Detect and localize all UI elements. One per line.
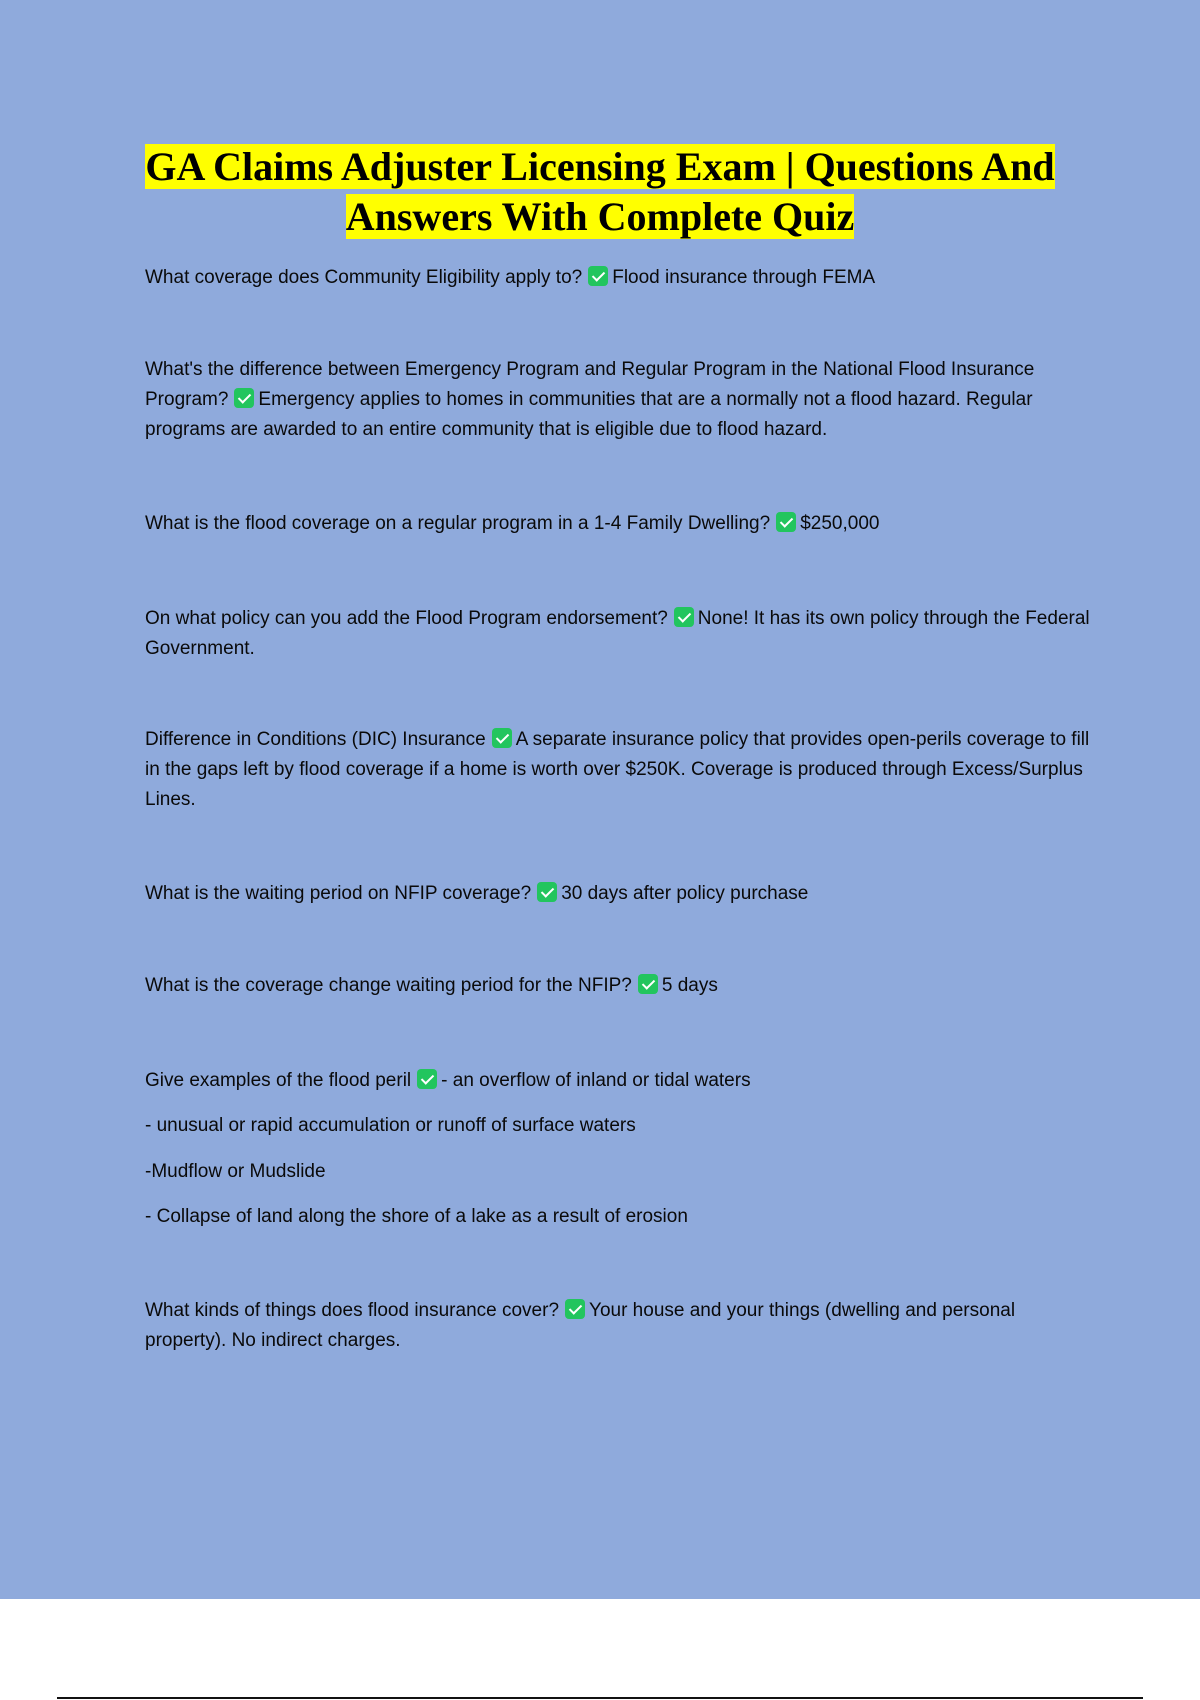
question-text: What is the flood coverage on a regular program in a 1-4 Family Dwelling? [145,513,771,534]
question-text: What coverage does Community Eligibility apply to? [145,267,583,288]
qa-item-6 [145,879,1095,909]
title-line-1: GA Claims Adjuster Licensing Exam | Questions And [145,144,1055,189]
answer-list-item: - Collapse of land along the shore of a lake as a result of erosion [145,1206,688,1227]
answer-text: None! It has its own policy through the Federal Government. [145,608,1090,659]
answer-text: A separate insurance policy that provides open-perils coverage to fill in the gaps left by flood coverage if a home is worth over $250K. Coverage is produced through Excess/Surplus Lines. [145,729,1090,810]
question-text: Difference in Conditions (DIC) Insurance [145,729,486,750]
check-mark-icon [565,1299,585,1319]
title-line-2: Answers With Complete Quiz [345,194,855,239]
footer-divider [57,1697,1143,1699]
check-mark-icon [234,388,254,408]
answer-text: 30 days after policy purchase [561,883,809,904]
check-mark-icon [638,974,658,994]
qa-item-1 [145,263,1095,293]
check-mark-icon [674,607,694,627]
check-mark-icon [776,512,796,532]
answer-text: Your house and your things (dwelling and personal property). No indirect charges. [145,1300,1016,1351]
qa-item-4 [145,604,1095,664]
answer-text: Flood insurance through FEMA [612,267,876,288]
document-title [0,142,1200,242]
check-mark-icon [417,1069,437,1089]
qa-item-2 [145,355,1095,445]
check-mark-icon [588,266,608,286]
qa-item-9 [145,1296,1095,1356]
check-mark-icon [492,728,512,748]
answer-list-item: -Mudflow or Mudslide [145,1161,326,1182]
answer-text: Emergency applies to homes in communities that are a normally not a flood hazard. Regular programs are awarded to an entire community that is eligible due to flood hazard. [145,389,1033,440]
question-text: What is the coverage change waiting period for the NFIP? [145,975,632,996]
answer-list-item: - unusual or rapid accumulation or runoff of surface waters [145,1115,636,1136]
question-text: Give examples of the flood peril [145,1070,412,1091]
answer-text: - an overflow of inland or tidal waters [441,1070,751,1091]
page-title [0,142,1200,242]
answer-text: $250,000 [800,513,880,534]
answer-text: 5 days [661,975,718,996]
qa-item-7 [145,971,1095,1001]
question-text: On what policy can you add the Flood Program endorsement? [145,608,668,629]
question-text: What's the difference between Emergency Program and Regular Program in the National Flood Insurance Program? [145,359,1035,410]
check-mark-icon [537,882,557,902]
qa-item-3 [145,509,1095,539]
question-text: What is the waiting period on NFIP coverage? [145,883,532,904]
qa-item-5 [145,725,1095,815]
qa-item-8 [145,1066,1095,1096]
question-text: What kinds of things does flood insurance cover? [145,1300,560,1321]
